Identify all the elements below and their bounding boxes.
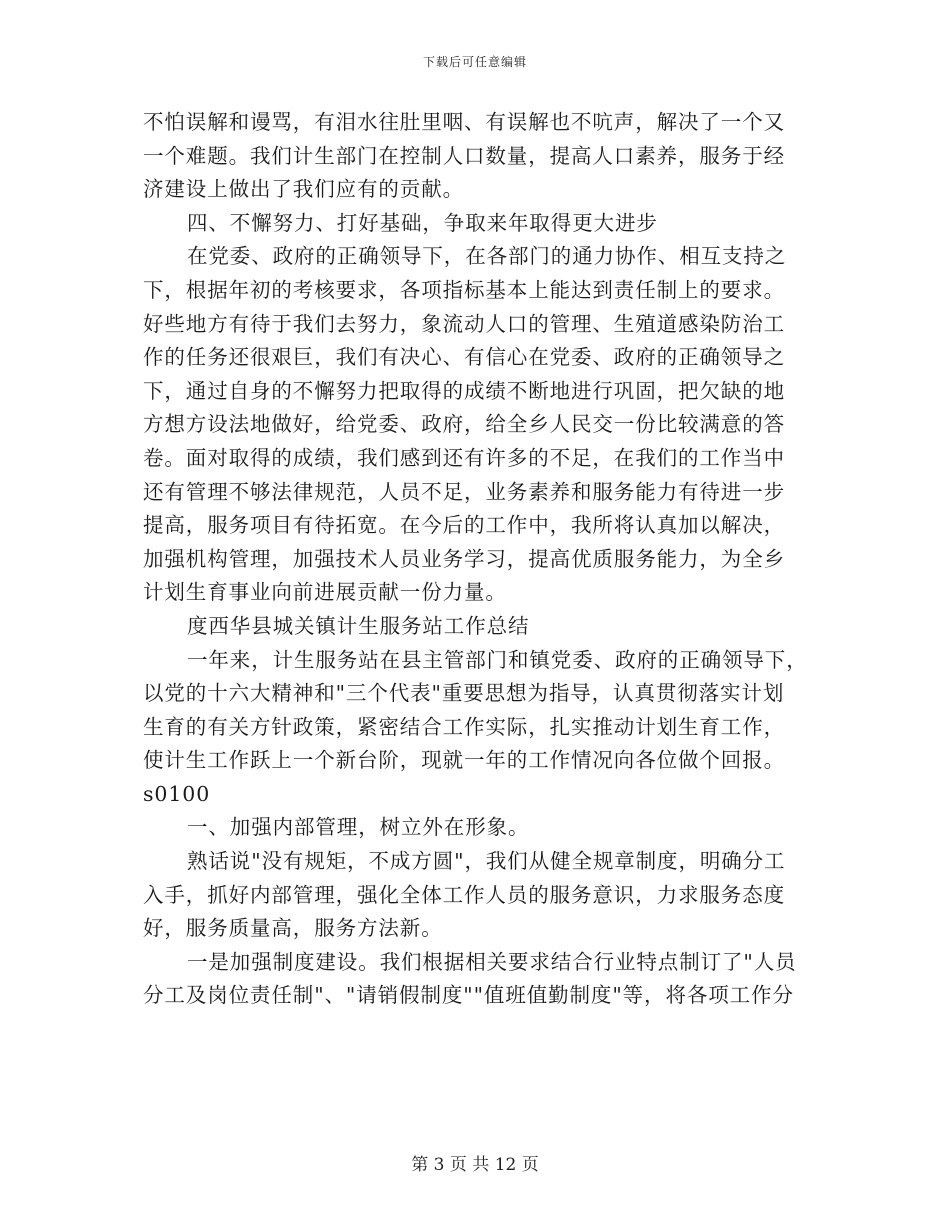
document-title: 度西华县城关镇计生服务站工作总结 xyxy=(187,613,530,638)
paragraph-start: 一年来，计生服务站在县主管部门和镇党委、政府的正确领导下， xyxy=(187,647,808,672)
text-line: 不怕误解和谩骂，有泪水往肚里咽、有误解也不吭声，解决了一个又 xyxy=(143,110,785,134)
text-line: 以党的十六大精神和"三个代表"重要思想为指导，认真贯彻落实计划 xyxy=(143,681,785,706)
section-heading: 四、不懈努力、打好基础，争取来年取得更大进步 xyxy=(187,210,658,235)
paragraph-start: 一是加强制度建设。我们根据相关要求结合行业特点制订了"人员 xyxy=(187,949,797,974)
text-line: 提高，服务项目有待拓宽。在今后的工作中，我所将认真加以解决， xyxy=(143,513,785,538)
text-line: s0100 xyxy=(143,781,211,806)
text-line: 加强机构管理，加强技术人员业务学习，提高优质服务能力，为全乡 xyxy=(143,546,785,571)
text-line: 方想方设法地做好，给党委、政府，给全乡人民交一份比较满意的答 xyxy=(143,412,785,437)
section-heading: 一、加强内部管理，树立外在形象。 xyxy=(187,815,530,840)
text-line: 一个难题。我们计生部门在控制人口数量，提高人口素养，服务于经 xyxy=(143,143,785,168)
text-line: 好，服务质量高，服务方法新。 xyxy=(143,916,443,941)
text-line: 分工及岗位责任制"、"请销假制度""值班值勤制度"等，将各项工作分 xyxy=(143,983,794,1008)
page-header: 下载后可任意编辑 xyxy=(422,55,527,69)
text-line: 卷。面对取得的成绩，我们感到还有许多的不足，在我们的工作当中 xyxy=(143,445,785,470)
text-line: 下，根据年初的考核要求，各项指标基本上能达到责任制上的要求。 xyxy=(143,277,785,302)
text-line: 济建设上做出了我们应有的贡献。 xyxy=(143,177,464,202)
text-line: 使计生工作跃上一个新台阶，现就一年的工作情况向各位做个回报。 xyxy=(143,748,785,773)
paragraph-start: 熟话说"没有规矩，不成方圆"，我们从健全规章制度，明确分工 xyxy=(187,849,786,874)
paragraph-start: 在党委、政府的正确领导下，在各部门的通力协作、相互支持之 xyxy=(187,244,787,269)
text-line: 计划生育事业向前进展贡献一份力量。 xyxy=(143,580,507,605)
text-line: 下，通过自身的不懈努力把取得的成绩不断地进行巩固，把欠缺的地 xyxy=(143,378,785,403)
page-footer: 第 3 页 共 12 页 xyxy=(411,1155,539,1175)
text-line: 入手，抓好内部管理，强化全体工作人员的服务意识，力求服务态度 xyxy=(143,882,785,907)
text-line: 生育的有关方针政策，紧密结合工作实际，扎实推动计划生育工作， xyxy=(143,714,785,739)
text-line: 作的任务还很艰巨，我们有决心、有信心在党委、政府的正确领导之 xyxy=(143,345,785,370)
text-line: 好些地方有待于我们去努力，象流动人口的管理、生殖道感染防治工 xyxy=(143,311,785,336)
document-body xyxy=(143,106,808,1013)
text-line: 还有管理不够法律规范，人员不足，业务素养和服务能力有待进一步 xyxy=(143,479,785,504)
